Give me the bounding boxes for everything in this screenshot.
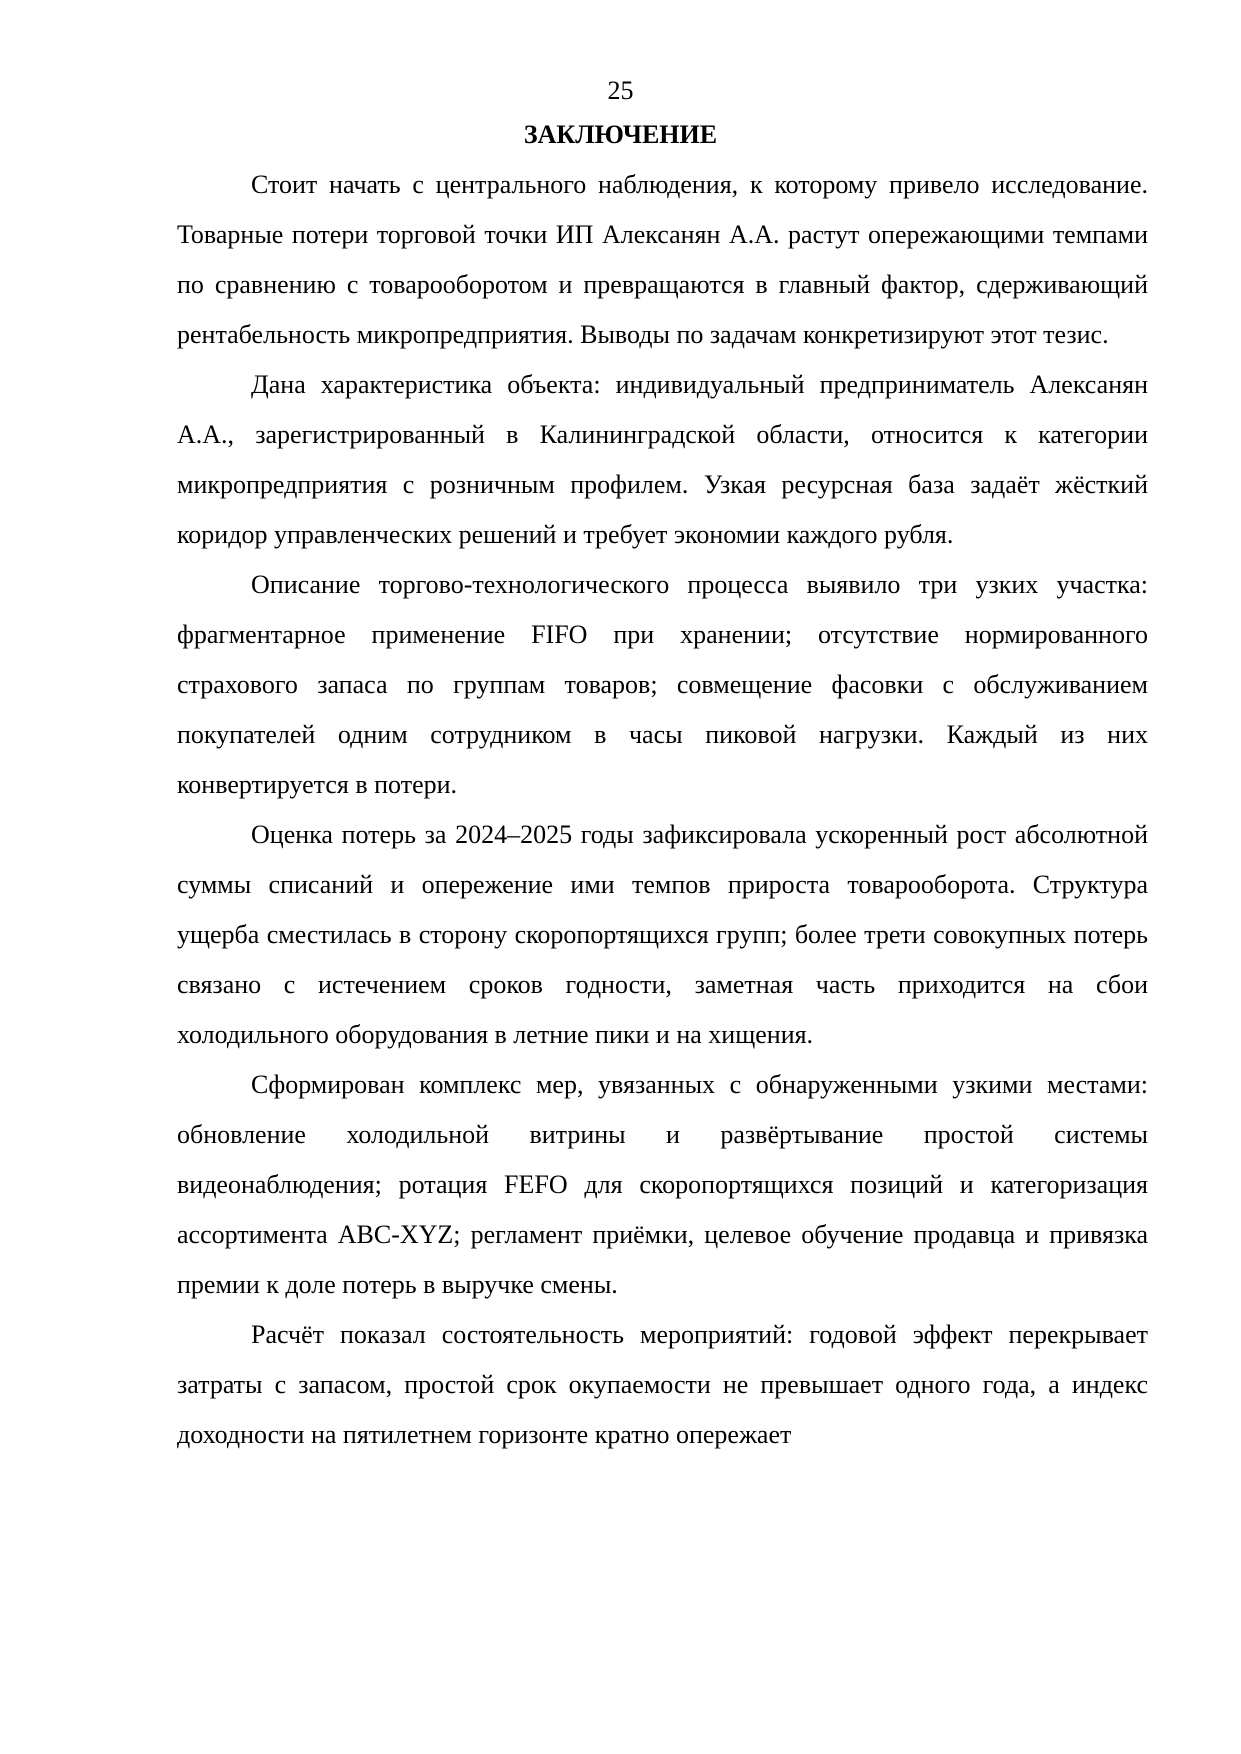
section-heading: ЗАКЛЮЧЕНИЕ [523, 120, 718, 149]
paragraph-key-observation: Стоит начать с центрального наблюдения, к которому привело исследование. Товарные потери торговой точки ИП Алексанян А.А. растут опережающими темпами по сравнению с товарооборотом и превращаются в главный фактор, сдерживающий рентабельность микропредприятия. Выводы по задачам конкретизируют этот тезис. [177, 170, 1148, 349]
paragraph-process-description: Описание торгово-технологического процесса выявило три узких участка: фрагментарное применение FIFO при хранении; отсутствие нормированного страхового запаса по группам товаров; совмещение фасовки с обслуживанием покупателей одним сотрудником в часы пиковой нагрузки. Каждый из них конвертируется в потери. [177, 570, 1148, 799]
paragraph-object-characteristics: Дана характеристика объекта: индивидуальный предприниматель Алексанян А.А., зарегистрированный в Калининградской области, относится к категории микропредприятия с розничным профилем. Узкая ресурсная база задаёт жёсткий коридор управленческих решений и требует экономии каждого рубля. [177, 370, 1148, 549]
page-number: 25 [607, 76, 634, 105]
paragraph-loss-assessment: Оценка потерь за 2024–2025 годы зафиксировала ускоренный рост абсолютной суммы списаний и опережение ими темпов прироста товарооборота. Структура ущерба сместилась в сторону скоропортящихся групп; более трети совокупных потерь связано с истечением сроков годности, заметная часть приходится на сбои холодильного оборудования в летние пики и на хищения. [177, 820, 1148, 1049]
body-text [177, 160, 1148, 1460]
paragraph-measures: Сформирован комплекс мер, увязанных с обнаруженными узкими местами: обновление холодильной витрины и развёртывание простой системы видеонаблюдения; ротация FEFO для скоропортящихся позиций и категоризация ассортимента ABC-XYZ; регламент приёмки, целевое обучение продавца и привязка премии к доле потерь в выручке смены. [177, 1070, 1148, 1299]
paragraph-calculation: Расчёт показал состоятельность мероприятий: годовой эффект перекрывает затраты с запасом, простой срок окупаемости не превышает одного года, а индекс доходности на пятилетнем горизонте кратно опережает [177, 1320, 1148, 1449]
